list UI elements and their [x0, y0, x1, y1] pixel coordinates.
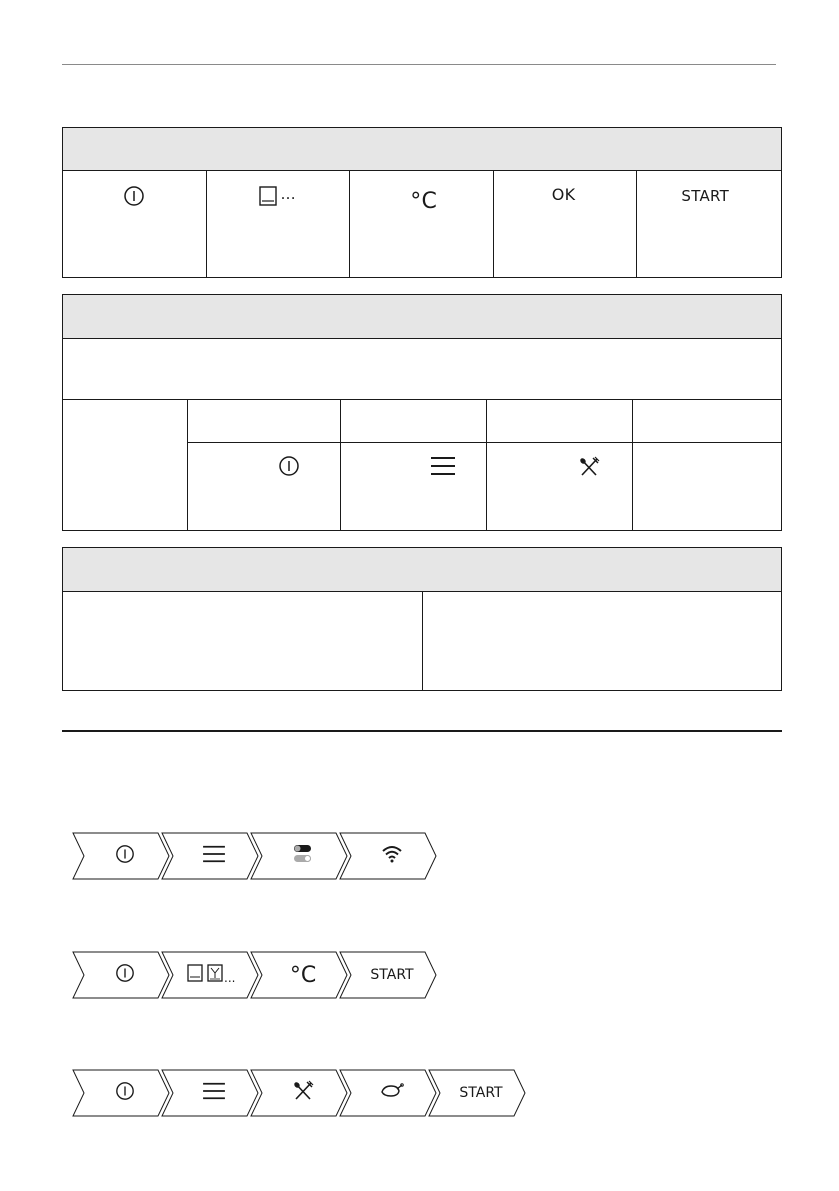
flow1-step-wifi — [339, 832, 437, 880]
controls-cell-mode — [207, 171, 351, 277]
power-icon — [115, 963, 135, 987]
cutlery-icon — [577, 455, 601, 479]
info-table — [62, 547, 782, 691]
menu-col-3-bottom — [487, 443, 633, 530]
more-dots: ... — [224, 971, 236, 985]
toggle-settings-icon — [293, 844, 313, 868]
power-icon — [115, 1081, 135, 1105]
start-label: START — [459, 1085, 503, 1101]
oven-mode-icon — [187, 964, 203, 986]
flow2-step-power — [72, 951, 170, 999]
flow2-step-start — [339, 951, 437, 999]
controls-table-header — [63, 128, 781, 171]
menu-col-1-bottom — [188, 443, 341, 530]
flow2-step-temperature — [250, 951, 348, 999]
power-icon — [121, 183, 147, 209]
menu-row-label-cell — [63, 400, 188, 530]
power-icon — [115, 844, 135, 868]
info-cell-right — [423, 592, 781, 690]
flow3-step-power — [72, 1069, 170, 1117]
menu-table — [62, 294, 782, 531]
start-label: START — [681, 187, 730, 205]
flow1-step-toggle — [250, 832, 348, 880]
menu-icon — [202, 1081, 226, 1105]
wifi-icon — [381, 845, 403, 867]
controls-cell-ok — [494, 171, 638, 277]
flow-settings — [72, 832, 442, 880]
flow3-step-dish — [339, 1069, 437, 1117]
controls-cell-temperature — [350, 171, 494, 277]
flow-recipes — [72, 1069, 532, 1117]
start-label: START — [370, 967, 414, 983]
temperature-icon: °C — [289, 962, 317, 988]
flow3-step-cutlery — [250, 1069, 348, 1117]
menu-table-header — [63, 295, 781, 339]
flow1-step-power — [72, 832, 170, 880]
menu-table-subheader — [63, 339, 781, 400]
temperature-icon: °C — [410, 189, 438, 214]
menu-col-3-top — [487, 400, 633, 442]
menu-icon — [202, 844, 226, 868]
flow1-step-menu — [161, 832, 259, 880]
oven-fan-icon — [207, 964, 223, 986]
menu-col-2-bottom — [341, 443, 487, 530]
flow3-step-menu — [161, 1069, 259, 1117]
menu-col-4-bottom — [633, 443, 781, 530]
top-divider — [62, 64, 776, 65]
flow2-step-functions — [161, 951, 259, 999]
flow-oven-function — [72, 951, 442, 999]
cutlery-icon — [292, 1080, 314, 1106]
info-table-header — [63, 548, 781, 592]
oven-mode-icon — [257, 183, 279, 209]
controls-cell-start — [637, 171, 781, 277]
ok-label: OK — [551, 185, 576, 204]
info-cell-left — [63, 592, 423, 690]
mode-dots: ... — [280, 185, 296, 203]
menu-col-2-top — [341, 400, 487, 442]
section-divider — [62, 730, 782, 732]
food-dish-icon — [380, 1083, 404, 1103]
menu-col-1-top — [188, 400, 341, 442]
menu-icon — [429, 453, 457, 479]
menu-col-4-top — [633, 400, 781, 442]
power-icon — [276, 453, 302, 479]
flow3-step-start — [428, 1069, 526, 1117]
controls-table — [62, 127, 782, 278]
controls-cell-power — [63, 171, 207, 277]
